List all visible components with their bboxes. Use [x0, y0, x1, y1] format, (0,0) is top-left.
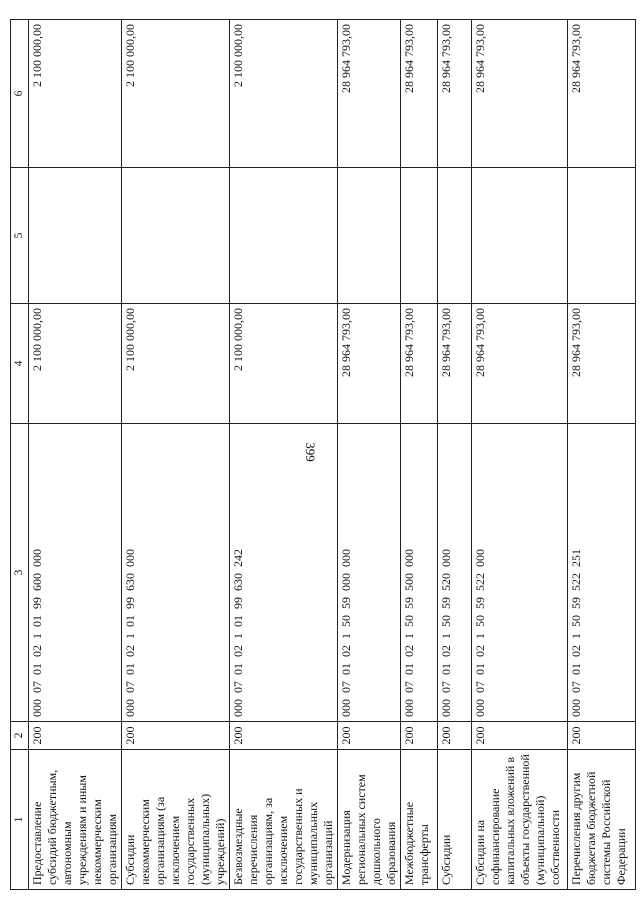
row-line-code: 200 — [472, 722, 568, 750]
table-row — [29, 20, 122, 890]
row-line-code: 200 — [568, 722, 636, 750]
row-line-code: 200 — [29, 722, 122, 750]
row-col6-value: 2 100 000,00 — [29, 20, 122, 168]
row-col5-value — [230, 168, 338, 304]
table-row — [438, 20, 472, 890]
table-row — [568, 20, 636, 890]
row-budget-code: 000 07 01 02 1 50 59 000 000 — [338, 424, 401, 722]
row-col4-value: 28 964 793,00 — [338, 304, 401, 424]
row-col4-value: 2 100 000,00 — [230, 304, 338, 424]
row-name: Перечисления другим бюджетам бюджетной системы Российской Федерации — [568, 750, 636, 890]
header-col-4: 4 — [11, 304, 29, 424]
row-col5-value — [29, 168, 122, 304]
row-col6-value: 28 964 793,00 — [568, 20, 636, 168]
row-budget-code: 000 07 01 02 1 01 99 630 000 — [122, 424, 230, 722]
page-number: 399 — [303, 442, 318, 462]
row-line-code: 200 — [438, 722, 472, 750]
header-col-1: 1 — [11, 750, 29, 890]
row-col4-value: 28 964 793,00 — [438, 304, 472, 424]
header-col-6: 6 — [11, 20, 29, 168]
row-col4-value: 28 964 793,00 — [472, 304, 568, 424]
row-col5-value — [568, 168, 636, 304]
row-col5-value — [472, 168, 568, 304]
row-col4-value: 28 964 793,00 — [401, 304, 438, 424]
row-col6-value: 28 964 793,00 — [438, 20, 472, 168]
row-budget-code: 000 07 01 02 1 50 59 520 000 — [438, 424, 472, 722]
table-row — [472, 20, 568, 890]
row-col6-value: 28 964 793,00 — [472, 20, 568, 168]
row-col6-value: 28 964 793,00 — [338, 20, 401, 168]
table-row — [122, 20, 230, 890]
header-col-3: 3 — [11, 424, 29, 722]
row-line-code: 200 — [338, 722, 401, 750]
row-line-code: 200 — [122, 722, 230, 750]
row-name: Предоставление субсидий бюджетным, автономным учреждениям и иным некоммерческим организациям — [29, 750, 122, 890]
row-col4-value: 28 964 793,00 — [568, 304, 636, 424]
row-budget-code: 000 07 01 02 1 01 99 600 000 — [29, 424, 122, 722]
row-line-code: 200 — [401, 722, 438, 750]
rotated-report-page — [10, 20, 628, 890]
row-name: Субсидии — [438, 750, 472, 890]
row-name: Субсидии на софинансирование капитальных вложений в объекты государственной (муниципальной) собственности — [472, 750, 568, 890]
row-name: Субсидии некоммерческим организациям (за исключением государственных (муниципальных) учреждений) — [122, 750, 230, 890]
row-budget-code: 000 07 01 02 1 50 59 500 000 — [401, 424, 438, 722]
table-row — [401, 20, 438, 890]
row-col5-value — [122, 168, 230, 304]
table-row — [338, 20, 401, 890]
row-budget-code: 000 07 01 02 1 50 59 522 000 — [472, 424, 568, 722]
row-col4-value: 2 100 000,00 — [122, 304, 230, 424]
header-row — [11, 20, 29, 890]
row-col4-value: 2 100 000,00 — [29, 304, 122, 424]
row-name: Безвозмездные перечисления организациям, за исключением государственных и муниципальных организаций — [230, 750, 338, 890]
row-col5-value — [401, 168, 438, 304]
budget-table — [10, 19, 636, 890]
row-name: Модернизация региональных систем дошкольного образования — [338, 750, 401, 890]
row-col5-value — [438, 168, 472, 304]
table-row — [230, 20, 338, 890]
row-line-code: 200 — [230, 722, 338, 750]
row-col5-value — [338, 168, 401, 304]
header-col-5: 5 — [11, 168, 29, 304]
row-col6-value: 2 100 000,00 — [230, 20, 338, 168]
header-col-2: 2 — [11, 722, 29, 750]
row-name: Межбюджетные трансферты — [401, 750, 438, 890]
row-budget-code: 000 07 01 02 1 01 99 630 242 — [230, 424, 338, 722]
row-col6-value: 28 964 793,00 — [401, 20, 438, 168]
row-budget-code: 000 07 01 02 1 50 59 522 251 — [568, 424, 636, 722]
row-col6-value: 2 100 000,00 — [122, 20, 230, 168]
